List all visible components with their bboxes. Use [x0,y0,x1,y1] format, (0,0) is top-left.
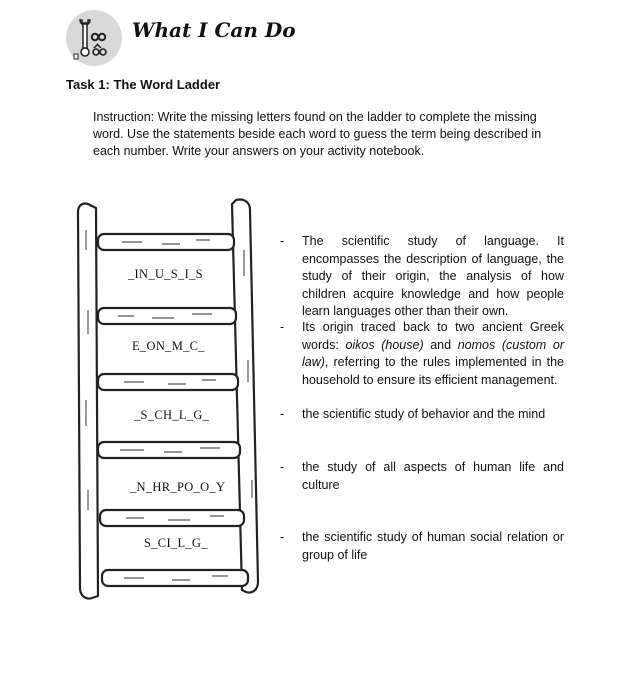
description-text: The scientific study of language. It encompasses the description of language, the study of their origin, the analysis of how children acquire knowledge and how people learn languages other than their own. [302,234,564,318]
description-text: the scientific study of human social relation or group of life [302,530,564,562]
description-dash: - [280,460,285,474]
description-text-part: , referring to the rules implemented in the household to ensure its efficient management. [302,355,564,387]
ladder-word-2: E_ON_M_C_ [132,339,205,353]
description-text: the study of all aspects of human life and culture [302,460,564,492]
description-text-part: and [423,337,458,352]
tools-icon [66,10,122,66]
ladder-word-1: _IN_U_S_I_S [128,267,203,281]
description-dash: - [280,320,285,334]
description-text-part: Its origin traced back to two ancient Greek words: [302,320,564,352]
section-title: What I Can Do [132,18,296,42]
description-term-nomos: nomos (custom or law) [302,337,565,369]
description-dash: - [280,407,285,421]
description-2 [280,319,565,389]
description-1 [280,233,564,321]
description-term-oikos: oikos (house) [345,337,424,352]
description-text: the scientific study of behavior and the mind [302,407,546,421]
ladder-word-5: S_CI_L_G_ [144,536,208,550]
task-title: Task 1: The Word Ladder [66,77,221,92]
ladder-word-4: _N_HR_PO_O_Y [130,480,226,494]
description-text [302,319,564,389]
ladder-word-3: _S_CH_L_G_ [134,408,210,422]
description-dash: - [280,530,285,544]
instruction-text: Instruction: Write the missing letters found on the ladder to complete the missing word. Use the statements beside each word to guess the term being described in each number. Write your answers on your activity notebook. [93,110,542,158]
description-5 [280,529,564,564]
description-4 [280,459,564,494]
description-3 [280,406,564,424]
description-dash: - [280,234,285,248]
